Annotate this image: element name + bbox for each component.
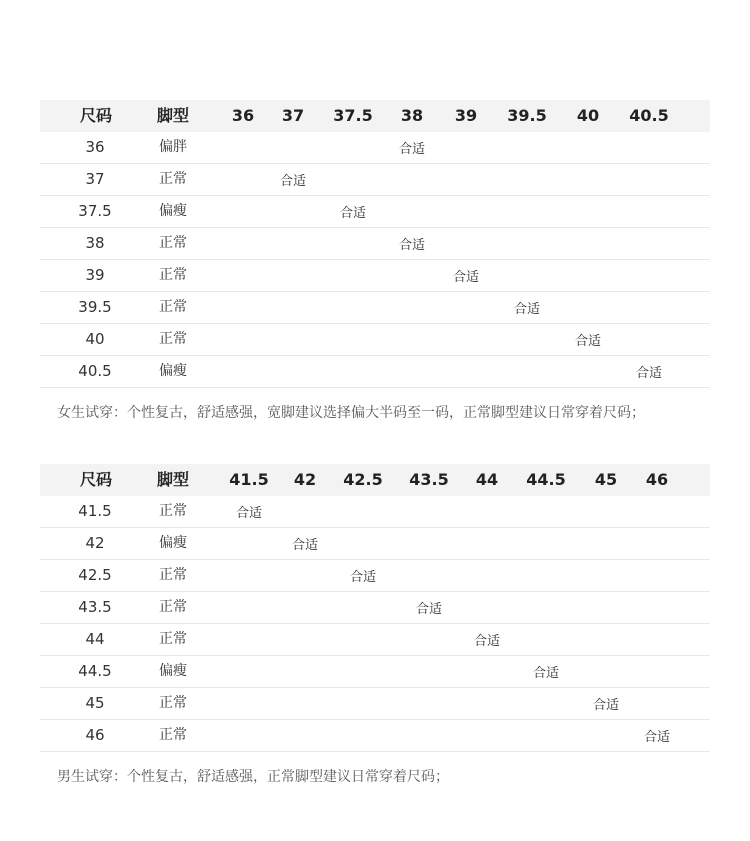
row-foot-type: 正常 bbox=[159, 331, 187, 347]
fit-mark: 合适 bbox=[574, 334, 602, 349]
fit-mark: 合适 bbox=[279, 174, 307, 189]
row-foot-type: 正常 bbox=[159, 727, 187, 743]
header-col: 40 bbox=[576, 106, 600, 125]
row-size: 40 bbox=[85, 330, 105, 348]
fit-mark: 合适 bbox=[398, 238, 426, 253]
table-row bbox=[40, 132, 710, 164]
table-row bbox=[40, 560, 710, 592]
fit-mark: 合适 bbox=[635, 366, 663, 381]
header-col: 44 bbox=[475, 470, 499, 489]
table-row bbox=[40, 324, 710, 356]
row-foot-type: 正常 bbox=[159, 235, 187, 251]
row-size: 38 bbox=[85, 234, 105, 252]
row-size: 42 bbox=[85, 534, 105, 552]
table-header bbox=[40, 464, 710, 496]
table-row bbox=[40, 228, 710, 260]
row-size: 39.5 bbox=[78, 298, 112, 316]
header-col: 40.5 bbox=[629, 106, 669, 125]
header-col: 45 bbox=[594, 470, 618, 489]
row-size: 41.5 bbox=[78, 502, 112, 520]
header-col: 41.5 bbox=[229, 470, 269, 489]
women-size-table bbox=[40, 100, 710, 388]
row-foot-type: 偏瘦 bbox=[159, 535, 187, 551]
row-foot-type: 偏瘦 bbox=[159, 363, 187, 379]
header-col: 38 bbox=[400, 106, 424, 125]
row-foot-type: 正常 bbox=[159, 631, 187, 647]
table-row bbox=[40, 688, 710, 720]
men-size-table bbox=[40, 464, 710, 752]
header-col: 37.5 bbox=[333, 106, 373, 125]
row-size: 46 bbox=[85, 726, 105, 744]
fit-mark: 合适 bbox=[398, 142, 426, 157]
fit-mark: 合适 bbox=[339, 206, 367, 221]
row-size: 37.5 bbox=[78, 202, 112, 220]
row-foot-type: 正常 bbox=[159, 599, 187, 615]
table-header bbox=[40, 100, 710, 132]
header-size: 尺码 bbox=[79, 470, 113, 489]
row-size: 39 bbox=[85, 266, 105, 284]
header-col: 39.5 bbox=[507, 106, 547, 125]
fit-mark: 合适 bbox=[349, 570, 377, 585]
header-col: 43.5 bbox=[409, 470, 449, 489]
table-row bbox=[40, 720, 710, 752]
table-row bbox=[40, 164, 710, 196]
row-size: 42.5 bbox=[78, 566, 112, 584]
table-row bbox=[40, 496, 710, 528]
row-size: 44 bbox=[85, 630, 105, 648]
row-foot-type: 正常 bbox=[159, 171, 187, 187]
row-size: 45 bbox=[85, 694, 105, 712]
header-foot: 脚型 bbox=[156, 470, 190, 489]
fit-mark: 合适 bbox=[592, 698, 620, 713]
row-foot-type: 正常 bbox=[159, 567, 187, 583]
row-foot-type: 偏瘦 bbox=[159, 203, 187, 219]
table-row bbox=[40, 292, 710, 324]
row-foot-type: 正常 bbox=[159, 695, 187, 711]
row-foot-type: 偏胖 bbox=[159, 139, 187, 155]
row-foot-type: 偏瘦 bbox=[159, 663, 187, 679]
header-col: 42.5 bbox=[343, 470, 383, 489]
table-body bbox=[40, 496, 710, 752]
row-size: 37 bbox=[85, 170, 105, 188]
header-col: 42 bbox=[293, 470, 317, 489]
header-col: 44.5 bbox=[526, 470, 566, 489]
row-size: 40.5 bbox=[78, 362, 112, 380]
row-size: 43.5 bbox=[78, 598, 112, 616]
fit-mark: 合适 bbox=[532, 666, 560, 681]
header-foot: 脚型 bbox=[156, 106, 190, 125]
table-row bbox=[40, 528, 710, 560]
row-size: 44.5 bbox=[78, 662, 112, 680]
header-col: 46 bbox=[645, 470, 669, 489]
fit-mark: 合适 bbox=[452, 270, 480, 285]
fit-mark: 合适 bbox=[235, 506, 263, 521]
men-fit-note: 男生试穿：个性复古，舒适感强，正常脚型建议日常穿着尺码； bbox=[57, 769, 449, 785]
header-col: 36 bbox=[231, 106, 255, 125]
fit-mark: 合适 bbox=[291, 538, 319, 553]
table-row bbox=[40, 656, 710, 688]
women-fit-note: 女生试穿：个性复古，舒适感强，宽脚建议选择偏大半码至一码，正常脚型建议日常穿着尺码； bbox=[57, 405, 645, 421]
fit-mark: 合适 bbox=[513, 302, 541, 317]
header-col: 37 bbox=[281, 106, 305, 125]
table-row bbox=[40, 356, 710, 388]
table-row bbox=[40, 196, 710, 228]
fit-mark: 合适 bbox=[415, 602, 443, 617]
fit-mark: 合适 bbox=[473, 634, 501, 649]
header-col: 39 bbox=[454, 106, 478, 125]
row-size: 36 bbox=[85, 138, 105, 156]
table-row bbox=[40, 260, 710, 292]
table-body bbox=[40, 132, 710, 388]
row-foot-type: 正常 bbox=[159, 503, 187, 519]
row-foot-type: 正常 bbox=[159, 299, 187, 315]
header-size: 尺码 bbox=[79, 106, 113, 125]
fit-mark: 合适 bbox=[643, 730, 671, 745]
table-row bbox=[40, 592, 710, 624]
table-row bbox=[40, 624, 710, 656]
row-foot-type: 正常 bbox=[159, 267, 187, 283]
